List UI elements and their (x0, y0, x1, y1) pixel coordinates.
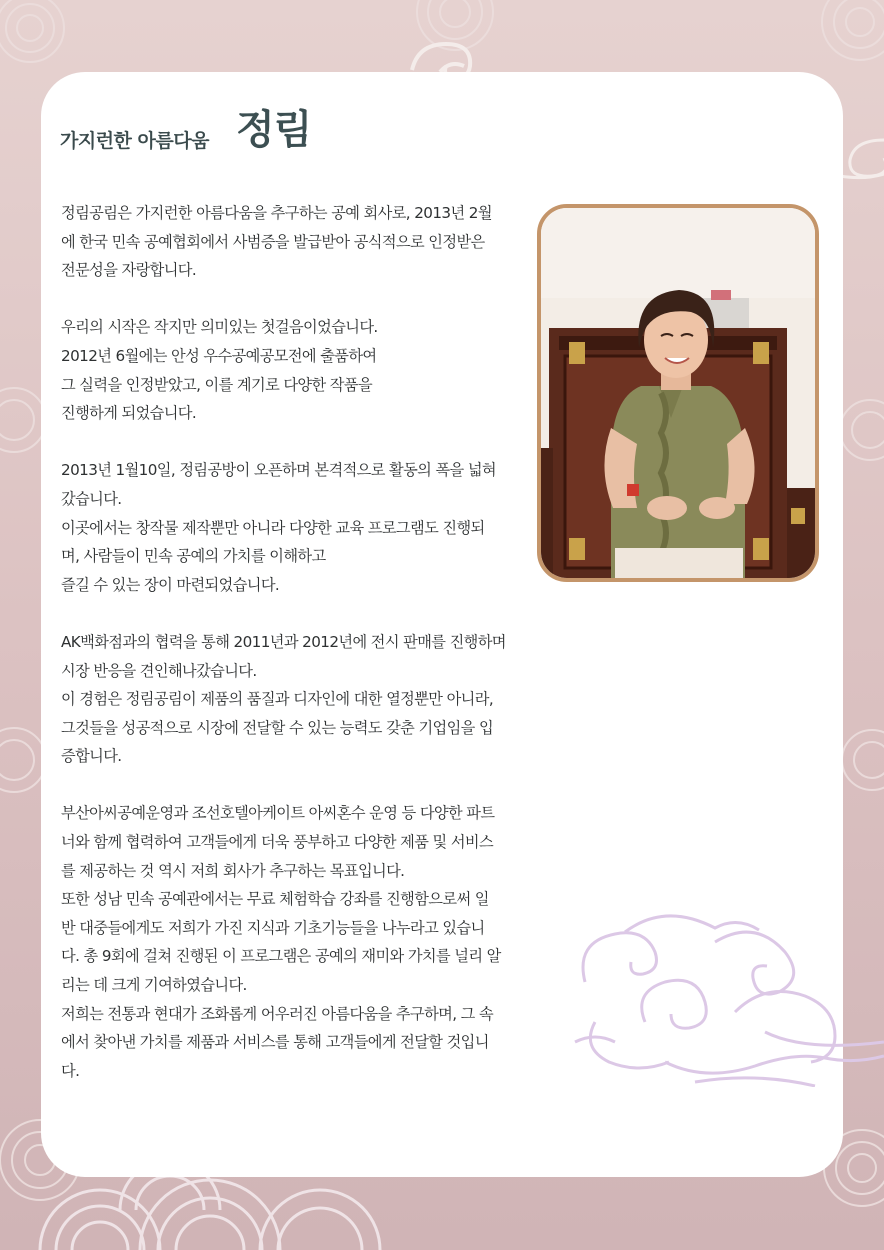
cloud-swirl-right-icon (840, 140, 884, 178)
paragraph-intro: 정림공림은 가지런한 아름다움을 추구하는 공예 회사로, 2013년 2월 에 한국 민속 공예협회에서 사범증을 발급받아 공식적으로 인정받은 전문성을 자랑합니다. (61, 204, 492, 280)
medallion-top-mid-icon (417, 0, 493, 50)
paragraph-ak-collaboration: AK백화점과의 협력을 통해 2011년과 2012년에 전시 판매를 진행하며 시장 반응을 견인해나갔습니다. 이 경험은 정림공림이 제품의 품질과 디자인에 대한 열정뿐만 아니라, 그것들을 성공적으로 시장에 전달할 수 있는 능력도 갖춘 기업임을 입 증합니다. (61, 632, 506, 766)
paragraph-partners: 부산아씨공예운영과 조선호텔아케이트 아씨혼수 운영 등 다양한 파트 너와 함께 협력하여 고객들에게 더욱 풍부하고 다양한 제품 및 서비스 를 제공하는 것 역시 저희 회사가 추구하는 목표입니다. 또한 성남 민속 공예관에서는 무료 체험학습 강좌를 진행함으로써 일 반 대중들에게도 저희가 가진 지식과 기초기능들을 나누라고 있습니 다. 총 9회에 걸쳐 진행된 이 프로그램은 공예의 재미와 가치를 널리 알 리는 데 크게 기여하였습니다. 저희는 전통과 현대가 조화롭게 어우러진 아름다움을 추구하며, 그 속 에서 찾아낸 가치를 제품과 서비스를 통해 고객들에게 전달할 것입니 다. (61, 804, 501, 1080)
medallion-left-2-icon (0, 728, 46, 792)
heading-subtitle: 가지런한 아름다움 (60, 130, 209, 152)
heading-title: 정림 (236, 107, 312, 153)
medallion-right-2-icon (842, 730, 884, 790)
paragraph-beginning: 우리의 시작은 작지만 의미있는 첫걸음이었습니다. 2012년 6월에는 안성 우수공예공모전에 출품하여 그 실력을 인정받았고, 이를 계기로 다양한 작품을 진행하게 되었습니다. (61, 318, 378, 423)
body-text (61, 199, 529, 1085)
portrait-photo-icon (541, 208, 815, 578)
paragraph-workshop-open: 2013년 1월10일, 정림공방이 오픈하며 본격적으로 활동의 폭을 넓혀 갔습니다. 이곳에서는 창작물 제작뿐만 아니라 다양한 교육 프로그램도 진행되 며, 사람들이 민속 공예의 가치를 이해하고 즐길 수 있는 장이 마련되었습니다. (61, 461, 496, 594)
medallion-top-left-icon (0, 0, 64, 62)
medallion-top-right-icon (822, 0, 884, 60)
cloud-ornament-icon (565, 912, 884, 1087)
portrait-photo (537, 204, 819, 582)
medallion-right-1-icon (840, 400, 884, 460)
medallion-left-1-icon (0, 388, 46, 452)
